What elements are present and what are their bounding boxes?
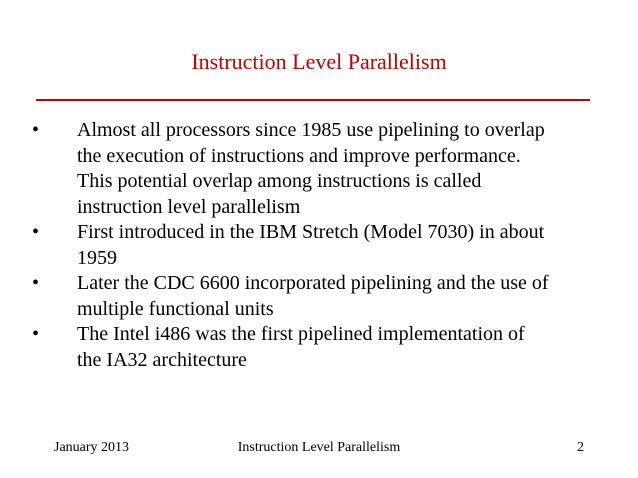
title-underline xyxy=(36,99,590,101)
slide-title: Instruction Level Parallelism xyxy=(191,49,447,74)
bullet-line: 1959 xyxy=(77,246,117,269)
bullet-point-icon: • xyxy=(32,221,40,243)
bullet-line: the execution of instructions and improve performance. xyxy=(77,144,521,167)
bullet-text xyxy=(77,220,602,271)
bullet-point-icon: • xyxy=(32,119,40,141)
page-number: 2 xyxy=(577,440,584,455)
bullet-line: The Intel i486 was the first pipelined implementation of xyxy=(77,323,525,345)
bullet-line: First introduced in the IBM Stretch (Model 7030) in about xyxy=(77,221,545,243)
bullet-item xyxy=(32,118,602,220)
bullet-item xyxy=(32,271,602,322)
footer-title: Instruction Level Parallelism xyxy=(237,440,401,455)
bullet-line: Almost all processors since 1985 use pipelining to overlap xyxy=(77,119,545,141)
bullet-point-icon: • xyxy=(32,323,40,345)
bullet-item xyxy=(32,220,602,271)
bullet-line: This potential overlap among instructions is called xyxy=(77,170,482,192)
bullet-list xyxy=(32,118,602,373)
bullet-text xyxy=(77,271,602,322)
bullet-text xyxy=(77,118,602,220)
bullet-line: the IA32 architecture xyxy=(77,348,247,371)
bullet-text xyxy=(77,322,602,373)
bullet-item xyxy=(32,322,602,373)
bullet-line: multiple functional units xyxy=(77,297,274,320)
bullet-point-icon: • xyxy=(32,272,40,294)
bullet-line: Later the CDC 6600 incorporated pipelining and the use of xyxy=(77,272,549,294)
bullet-line: instruction level parallelism xyxy=(77,195,301,218)
footer-date: January 2013 xyxy=(54,440,130,455)
